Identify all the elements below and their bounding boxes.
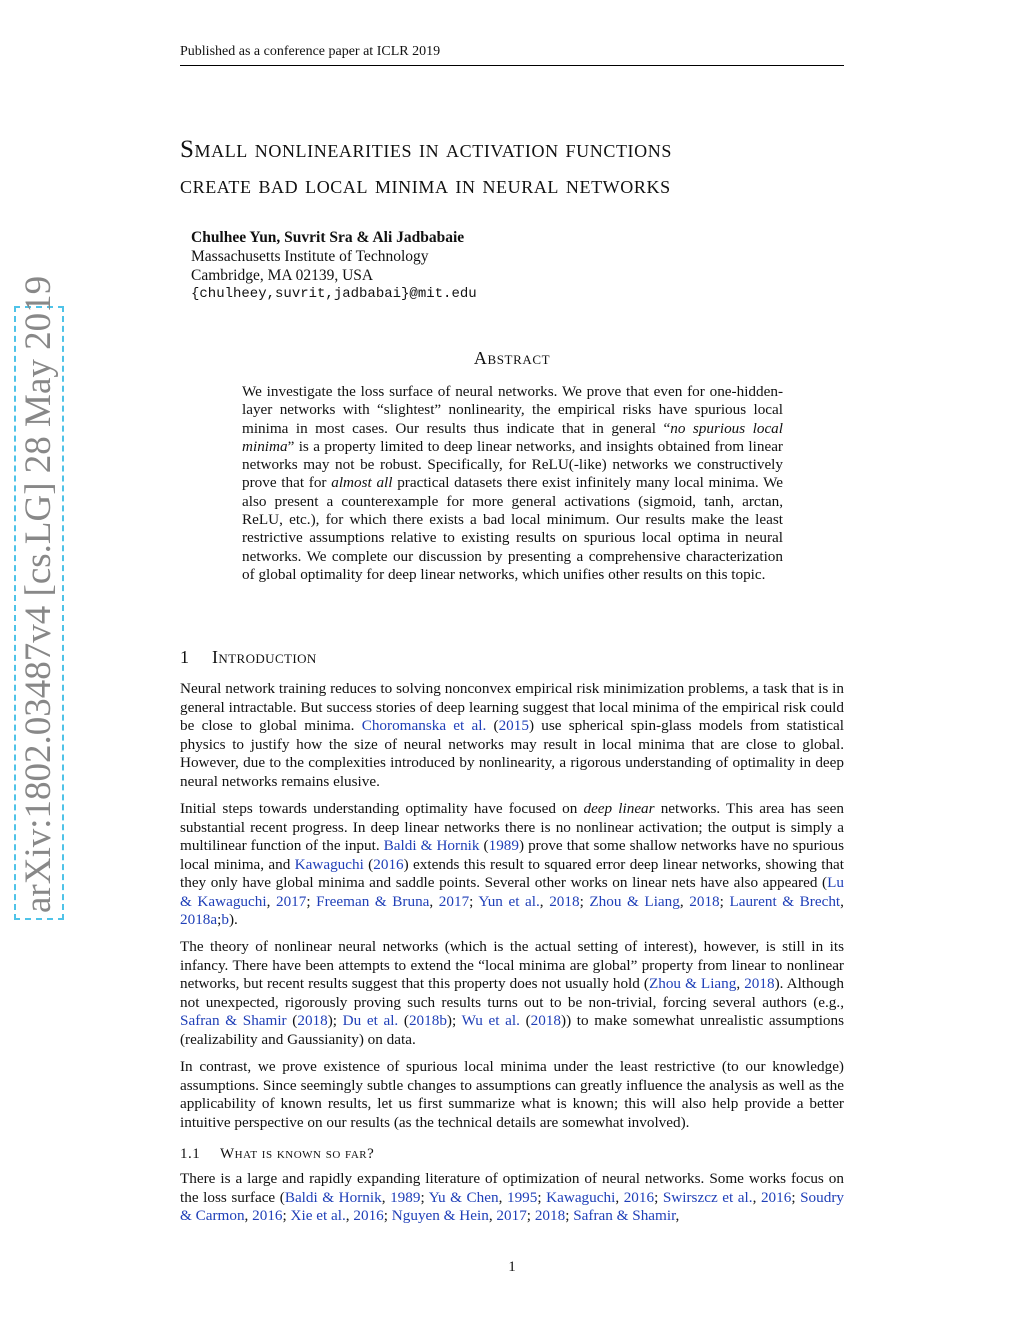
author-email[interactable]: {chulheey,suvrit,jadbabai}@mit.edu xyxy=(191,286,477,302)
title-line-2: create bad local minima in neural networks xyxy=(180,172,671,199)
citation-link[interactable]: 2018 xyxy=(744,975,775,992)
arxiv-identifier[interactable]: arXiv:1802.03487v4 [cs.LG] 28 May 2019 xyxy=(18,275,59,913)
paper-title xyxy=(180,132,880,204)
citation-link[interactable]: Xie et al. xyxy=(290,1207,346,1224)
section-number: 1 xyxy=(180,647,190,667)
intro-paragraph-4: In contrast, we prove existence of spurious local minima under the least restrictive (to our knowledge) assumptions. Since seemingly subtle changes to assumptions can greatly influence the analysis as well as the applicability of known results, let us first summarize what is known; this will also help provide a better intuitive perspective on our results (as the technical details are somewhat involved). xyxy=(180,1058,844,1131)
subsection-paragraph: There is a large and rapidly expanding literature of optimization of neural networks. Some works focus on the loss surface (Baldi & Hornik, 1989; Yu & Chen, 1995; Kawaguchi, 2016; Swirszcz et al., 2016; Soudry & Carmon, 2016; Xie et al., 2016; Nguyen & Hein, 2017; 2018; Safran & Shamir, xyxy=(180,1170,844,1224)
citation-link[interactable]: Safran & Shamir xyxy=(573,1207,676,1224)
citation-link[interactable]: Baldi & Hornik xyxy=(383,837,480,854)
citation-link[interactable]: Choromanska et al. xyxy=(361,717,487,734)
intro-paragraph-3: The theory of nonlinear neural networks (which is the actual setting of interest), however, is still in its infancy. There have been attempts to extend the “local minima are global” property from linear to nonlinear networks, but recent results suggest that this property does not usually hold (Zhou & Liang, 2018). Although not unexpected, rigorously proving such results turns out to be non-trivial, forcing several authors (e.g., Safran & Shamir (2018); Du et al. (2018b); Wu et al. (2018)) to make somewhat unrealistic assumptions (realizability and Gaussianity) on data. xyxy=(180,938,845,1048)
abstract-text: We investigate the loss surface of neural networks. We prove that even for one-hidden-layer networks with “slightest” nonlinearity, the empirical risks have spurious local minima in most cases. Our results thus indicate that in general “no spurious local minima” is a property limited to deep linear networks, and insights obtained from linear networks may not be robust. Specifically, for ReLU(-like) networks we constructively prove that for almost all practical datasets there exist infinitely many local minima. We also present a counterexample for more general activations (sigmoid, tanh, arctan, ReLU, etc.), for which there exists a bad local minimum. Our results make the least restrictive assumptions relative to existing results on spurious local optima in neural networks. We complete our discussion by presenting a comprehensive characterization of global optimality for deep linear networks, which unifies other results on this topic. xyxy=(242,383,784,583)
citation-link[interactable]: 2018 xyxy=(534,1207,566,1224)
running-header: Published as a conference paper at ICLR 2019 xyxy=(180,44,441,59)
citation-link[interactable]: 2018 xyxy=(530,1012,562,1029)
citation-link[interactable]: Kawaguchi xyxy=(294,855,364,873)
author-block xyxy=(191,228,477,304)
citation-link[interactable]: Zhou & Liang xyxy=(589,892,680,910)
abstract-heading: Abstract xyxy=(473,348,551,368)
page-number: 1 xyxy=(508,1259,516,1275)
subsection-number: 1.1 xyxy=(180,1146,201,1162)
citation-link[interactable]: 1989 xyxy=(488,837,519,854)
section-title: Introduction xyxy=(212,647,317,667)
subsection-title: What is known so far? xyxy=(220,1146,375,1162)
citation-link[interactable]: Wu et al. xyxy=(461,1012,520,1029)
author-address: Cambridge, MA 02139, USA xyxy=(191,267,374,284)
citation-link[interactable]: 2016 xyxy=(760,1188,792,1206)
citation-link[interactable]: 2016 xyxy=(623,1188,655,1206)
citation-link[interactable]: 2018 xyxy=(689,892,720,910)
citation-link[interactable]: 2016 xyxy=(252,1207,283,1224)
citation-link[interactable]: Freeman & Bruna xyxy=(316,892,430,910)
citation-link[interactable]: Baldi & Hornik xyxy=(284,1188,382,1206)
section-heading-introduction xyxy=(180,647,317,668)
citation-link[interactable]: Yun et al. xyxy=(478,892,540,910)
intro-paragraph-2: Initial steps towards understanding optimality have focused on deep linear networks. This area has seen substantial recent progress. In deep linear networks there is no nonlinear activation; the output is simply a multilinear function of the input. Baldi & Hornik (1989) prove that some shallow networks have no spurious local minima, and Kawaguchi (2016) extends this result to squared error deep linear networks, showing that they only have global minima and saddle points. Several other works on linear nets have also appeared (Lu & Kawaguchi, 2017; Freeman & Bruna, 2017; Yun et al., 2018; Zhou & Liang, 2018; Laurent & Brecht, 2018a;b). xyxy=(180,800,845,928)
citation-link[interactable]: 2016 xyxy=(353,1207,384,1224)
citation-link[interactable]: 2018a xyxy=(180,911,218,928)
citation-link[interactable]: Lu & Kawaguchi xyxy=(180,874,844,910)
citation-link[interactable]: Swirszcz et al. xyxy=(662,1188,753,1206)
citation-link[interactable]: 2017 xyxy=(275,892,307,910)
citation-link[interactable]: 1989 xyxy=(390,1188,421,1206)
citation-link[interactable]: 2017 xyxy=(438,892,470,910)
citation-link[interactable]: 2018 xyxy=(297,1012,328,1029)
citation-link[interactable]: 2017 xyxy=(496,1207,527,1224)
citation-link[interactable]: Soudry & Carmon xyxy=(180,1188,844,1224)
intro-paragraph-1: Neural network training reduces to solving nonconvex empirical risk minimization problems, a task that is in general intractable. But success stories of deep learning suggest that local minima of the empirical risk could be close to global minima. Choromanska et al. (2015) use spherical spin-glass models from statistical physics to justify how the size of neural networks may result in local minima that are close to global. However, due to the complexities introduced by nonlinearity, a rigorous understanding of optimality in deep neural networks remains elusive. xyxy=(180,680,844,790)
author-names: Chulhee Yun, Suvrit Sra & Ali Jadbabaie xyxy=(191,229,465,246)
citation-link[interactable]: Zhou & Liang xyxy=(648,975,737,992)
citation-link[interactable]: Du et al. xyxy=(342,1012,399,1029)
header-rule xyxy=(180,65,844,66)
author-affiliation: Massachusetts Institute of Technology xyxy=(191,248,429,265)
citation-link[interactable]: Safran & Shamir xyxy=(180,1012,287,1029)
citation-link[interactable]: 2018b xyxy=(408,1012,447,1029)
citation-link[interactable]: Laurent & Brecht xyxy=(729,892,841,910)
citation-link[interactable]: b xyxy=(221,911,229,928)
citation-link[interactable]: 2015 xyxy=(498,717,529,734)
citation-link[interactable]: 1995 xyxy=(506,1188,538,1206)
citation-link[interactable]: Yu & Chen xyxy=(428,1188,499,1206)
title-line-1: Small nonlinearities in activation functions xyxy=(180,136,672,163)
citation-link[interactable]: Kawaguchi xyxy=(546,1188,616,1206)
citation-link[interactable]: Nguyen & Hein xyxy=(391,1207,489,1224)
citation-link[interactable]: 2016 xyxy=(373,855,404,873)
citation-link[interactable]: 2018 xyxy=(549,892,580,910)
subsection-heading-what-is-known xyxy=(180,1146,374,1163)
